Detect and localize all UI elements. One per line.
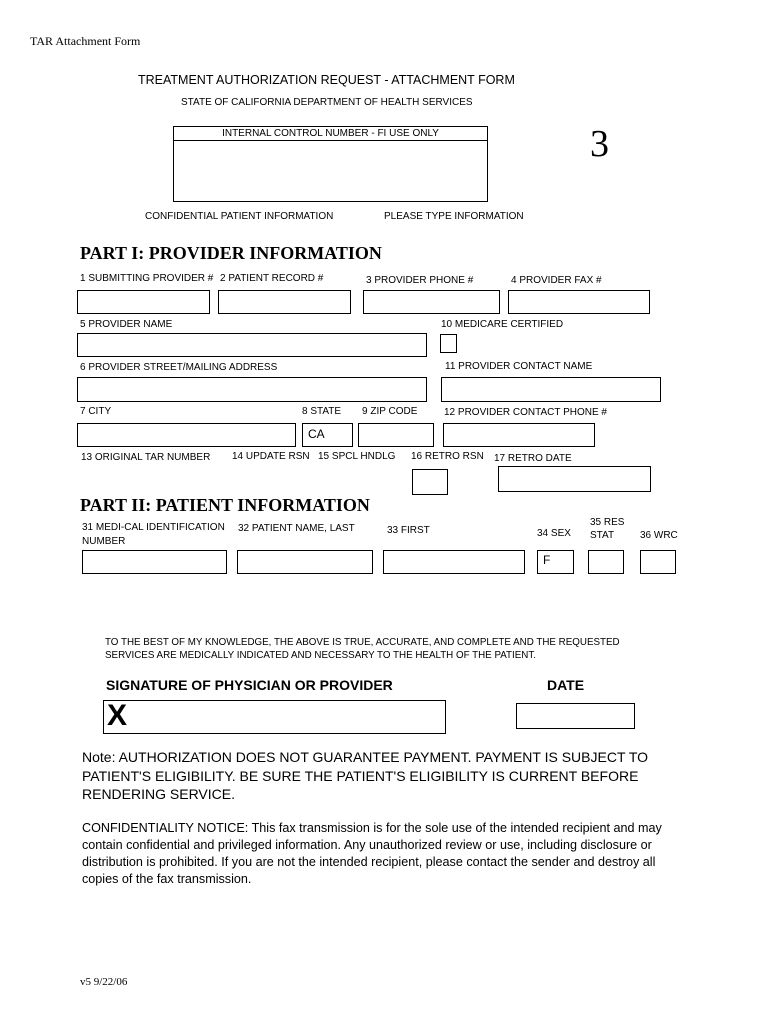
contact-phone-input[interactable] xyxy=(443,423,595,447)
icn-divider xyxy=(173,140,488,141)
medicare-certified-checkbox[interactable] xyxy=(440,334,457,353)
label-city: 7 CITY xyxy=(80,406,112,417)
patient-record-input[interactable] xyxy=(218,290,351,314)
medi-cal-id-input[interactable] xyxy=(82,550,227,574)
state-input[interactable]: CA xyxy=(302,423,353,447)
label-provider-name: 5 PROVIDER NAME xyxy=(80,319,173,330)
label-submitting-provider: 1 SUBMITTING PROVIDER # xyxy=(80,273,214,284)
label-patient-first-name: 33 FIRST xyxy=(387,525,430,536)
patient-first-name-input[interactable] xyxy=(383,550,525,574)
attestation-line2: SERVICES ARE MEDICALLY INDICATED AND NECESSARY TO THE HEALTH OF THE PATIENT. xyxy=(105,650,536,661)
confidentiality-notice: CONFIDENTIALITY NOTICE: This fax transmission is for the sole use of the intended recipient and may contain confidential and privileged information. Any unauthorized review or use, including disclosure or distribution is prohibited. If you are not the intended recipient, please contact the sender and destroy all copies of the fax transmission. xyxy=(82,821,662,886)
header-label: TAR Attachment Form xyxy=(30,34,141,48)
label-contact-phone: 12 PROVIDER CONTACT PHONE # xyxy=(444,407,607,418)
sex-input[interactable]: F xyxy=(537,550,574,574)
label-zip: 9 ZIP CODE xyxy=(362,406,418,417)
patient-last-name-input[interactable] xyxy=(237,550,373,574)
provider-fax-input[interactable] xyxy=(508,290,650,314)
label-update-rsn: 14 UPDATE RSN xyxy=(232,451,310,462)
signature-input[interactable] xyxy=(103,700,446,734)
label-state: 8 STATE xyxy=(302,406,342,417)
label-medi-cal-id-line2: NUMBER xyxy=(82,536,126,547)
label-original-tar: 13 ORIGINAL TAR NUMBER xyxy=(81,452,211,463)
provider-name-input[interactable] xyxy=(77,333,427,357)
label-retro-date: 17 RETRO DATE xyxy=(494,453,572,464)
label-spcl-hndlg: 15 SPCL HNDLG xyxy=(318,451,396,462)
provider-phone-input[interactable] xyxy=(363,290,500,314)
label-res-stat: 35 RES xyxy=(590,517,625,528)
city-input[interactable] xyxy=(77,423,296,447)
icn-label: INTERNAL CONTROL NUMBER - FI USE ONLY xyxy=(222,128,439,139)
form-subtitle: STATE OF CALIFORNIA DEPARTMENT OF HEALTH SERVICES xyxy=(181,97,473,108)
form-title: TREATMENT AUTHORIZATION REQUEST - ATTACHMENT FORM xyxy=(138,73,515,87)
label-contact-name: 11 PROVIDER CONTACT NAME xyxy=(445,361,593,372)
contact-name-input[interactable] xyxy=(441,377,661,402)
date-label: DATE xyxy=(547,677,585,693)
label-sex: 34 SEX xyxy=(537,528,571,539)
version-label: v5 9/22/06 xyxy=(80,976,128,988)
label-res-stat-line2: STAT xyxy=(590,530,615,541)
submitting-provider-input[interactable] xyxy=(77,290,210,314)
page-number: 3 xyxy=(590,123,609,165)
label-wrc: 36 WRC xyxy=(640,530,678,541)
date-input[interactable] xyxy=(516,703,635,729)
confidential-label: CONFIDENTIAL PATIENT INFORMATION xyxy=(145,211,334,222)
retro-rsn-input[interactable] xyxy=(412,469,448,495)
label-retro-rsn: 16 RETRO RSN xyxy=(411,451,484,462)
attestation-line1: TO THE BEST OF MY KNOWLEDGE, THE ABOVE IS TRUE, ACCURATE, AND COMPLETE AND THE REQUESTED xyxy=(105,637,620,648)
label-patient-last-name: 32 PATIENT NAME, LAST xyxy=(238,523,355,534)
part2-heading: PART II: PATIENT INFORMATION xyxy=(80,495,370,515)
payment-note: Note: AUTHORIZATION DOES NOT GUARANTEE PAYMENT. PAYMENT IS SUBJECT TO PATIENT'S ELIGIBILITY. BE SURE THE PATIENT'S ELIGIBILITY IS CURRENT BEFORE RENDERING SERVICE. xyxy=(82,749,649,802)
label-provider-phone: 3 PROVIDER PHONE # xyxy=(366,275,474,286)
label-patient-record: 2 PATIENT RECORD # xyxy=(220,273,324,284)
label-medi-cal-id: 31 MEDI-CAL IDENTIFICATION xyxy=(82,522,225,533)
retro-date-input[interactable] xyxy=(498,466,651,492)
signature-label: SIGNATURE OF PHYSICIAN OR PROVIDER xyxy=(106,677,393,693)
wrc-input[interactable] xyxy=(640,550,676,574)
signature-mark: X xyxy=(107,699,128,732)
zip-input[interactable] xyxy=(358,423,434,447)
label-medicare-certified: 10 MEDICARE CERTIFIED xyxy=(441,319,564,330)
res-stat-input[interactable] xyxy=(588,550,624,574)
label-provider-fax: 4 PROVIDER FAX # xyxy=(511,275,602,286)
part1-heading: PART I: PROVIDER INFORMATION xyxy=(80,243,382,263)
please-type-label: PLEASE TYPE INFORMATION xyxy=(384,211,524,222)
provider-address-input[interactable] xyxy=(77,377,427,402)
label-provider-address: 6 PROVIDER STREET/MAILING ADDRESS xyxy=(80,362,278,373)
